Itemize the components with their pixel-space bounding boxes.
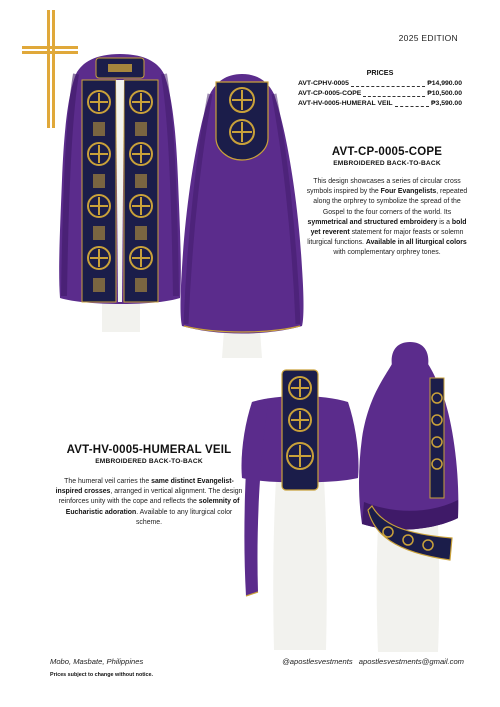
humeral-veil-draped-photo — [354, 338, 466, 652]
leader-dots — [395, 102, 429, 107]
contact-email[interactable]: apostlesvestments@gmail.com — [358, 657, 464, 666]
humeral-veil-title: AVT-HV-0005-HUMERAL VEIL — [66, 444, 232, 456]
footer-contacts — [282, 657, 464, 666]
desc-text: , arranged in vertical alignment. The design reinforces unity with the cope and reflects the — [58, 488, 243, 506]
desc-text: This design showcases a series of circular cross symbols inspired by the — [306, 178, 461, 196]
humeral-veil-subtitle: EMBROIDERED BACK-TO-BACK — [95, 458, 203, 465]
desc-bold: Four Evangelists — [380, 188, 437, 196]
cope-description — [306, 177, 468, 259]
price-code: AVT-HV-0005-HUMERAL VEIL — [298, 100, 393, 107]
cope-subtitle: EMBROIDERED BACK-TO-BACK — [333, 160, 441, 167]
price-list-title: PRICES — [366, 68, 394, 77]
desc-bold: bold yet reverent — [310, 218, 467, 237]
humeral-veil-description-block — [55, 444, 243, 528]
cope-description-block — [306, 146, 468, 259]
cope-front-photo — [56, 50, 184, 332]
price-code: AVT-CPHV-0005 — [298, 80, 349, 87]
cope-title: AVT-CP-0005-COPE — [331, 146, 443, 158]
social-handle[interactable]: @apostlesvestments — [282, 657, 353, 666]
edition-label: 2025 EDITION — [398, 33, 458, 43]
price-value: ₱14,990.00 — [427, 80, 462, 87]
humeral-veil-back-photo — [238, 366, 362, 652]
price-disclaimer: Prices subject to change without notice. — [50, 672, 154, 678]
leader-dots — [363, 92, 425, 97]
desc-text: , repeated along the orphrey to symbolize the spread of the Gospel to the four corners of the world. Its — [313, 188, 468, 216]
desc-text: statement for major feasts or solemn liturgical functions. — [307, 229, 464, 247]
desc-text: The humeral veil carries the — [64, 478, 150, 485]
desc-text: is a — [437, 218, 450, 226]
footer-location: Mobo, Masbate, Philippines — [50, 657, 144, 666]
price-row — [298, 79, 462, 89]
desc-bold: Available in all liturgical colors — [365, 239, 467, 247]
price-list — [298, 68, 462, 109]
humeral-veil-description — [55, 477, 243, 528]
price-value: ₱10,500.00 — [427, 90, 462, 97]
desc-bold: solemnity of Eucharistic adoration — [65, 498, 240, 516]
desc-bold: same distinct Evangelist-inspired crosses — [55, 478, 234, 496]
cope-back-photo — [176, 68, 308, 358]
desc-text: with complementary orphrey tones. — [333, 249, 441, 257]
desc-text: . Available to any liturgical color scheme. — [135, 508, 233, 526]
desc-bold: symmetrical and structured embroidery — [307, 218, 438, 226]
price-row — [298, 99, 462, 109]
price-value: ₱3,590.00 — [431, 100, 462, 107]
price-code: AVT-CP-0005-COPE — [298, 90, 362, 97]
leader-dots — [351, 82, 425, 87]
price-row — [298, 89, 462, 99]
